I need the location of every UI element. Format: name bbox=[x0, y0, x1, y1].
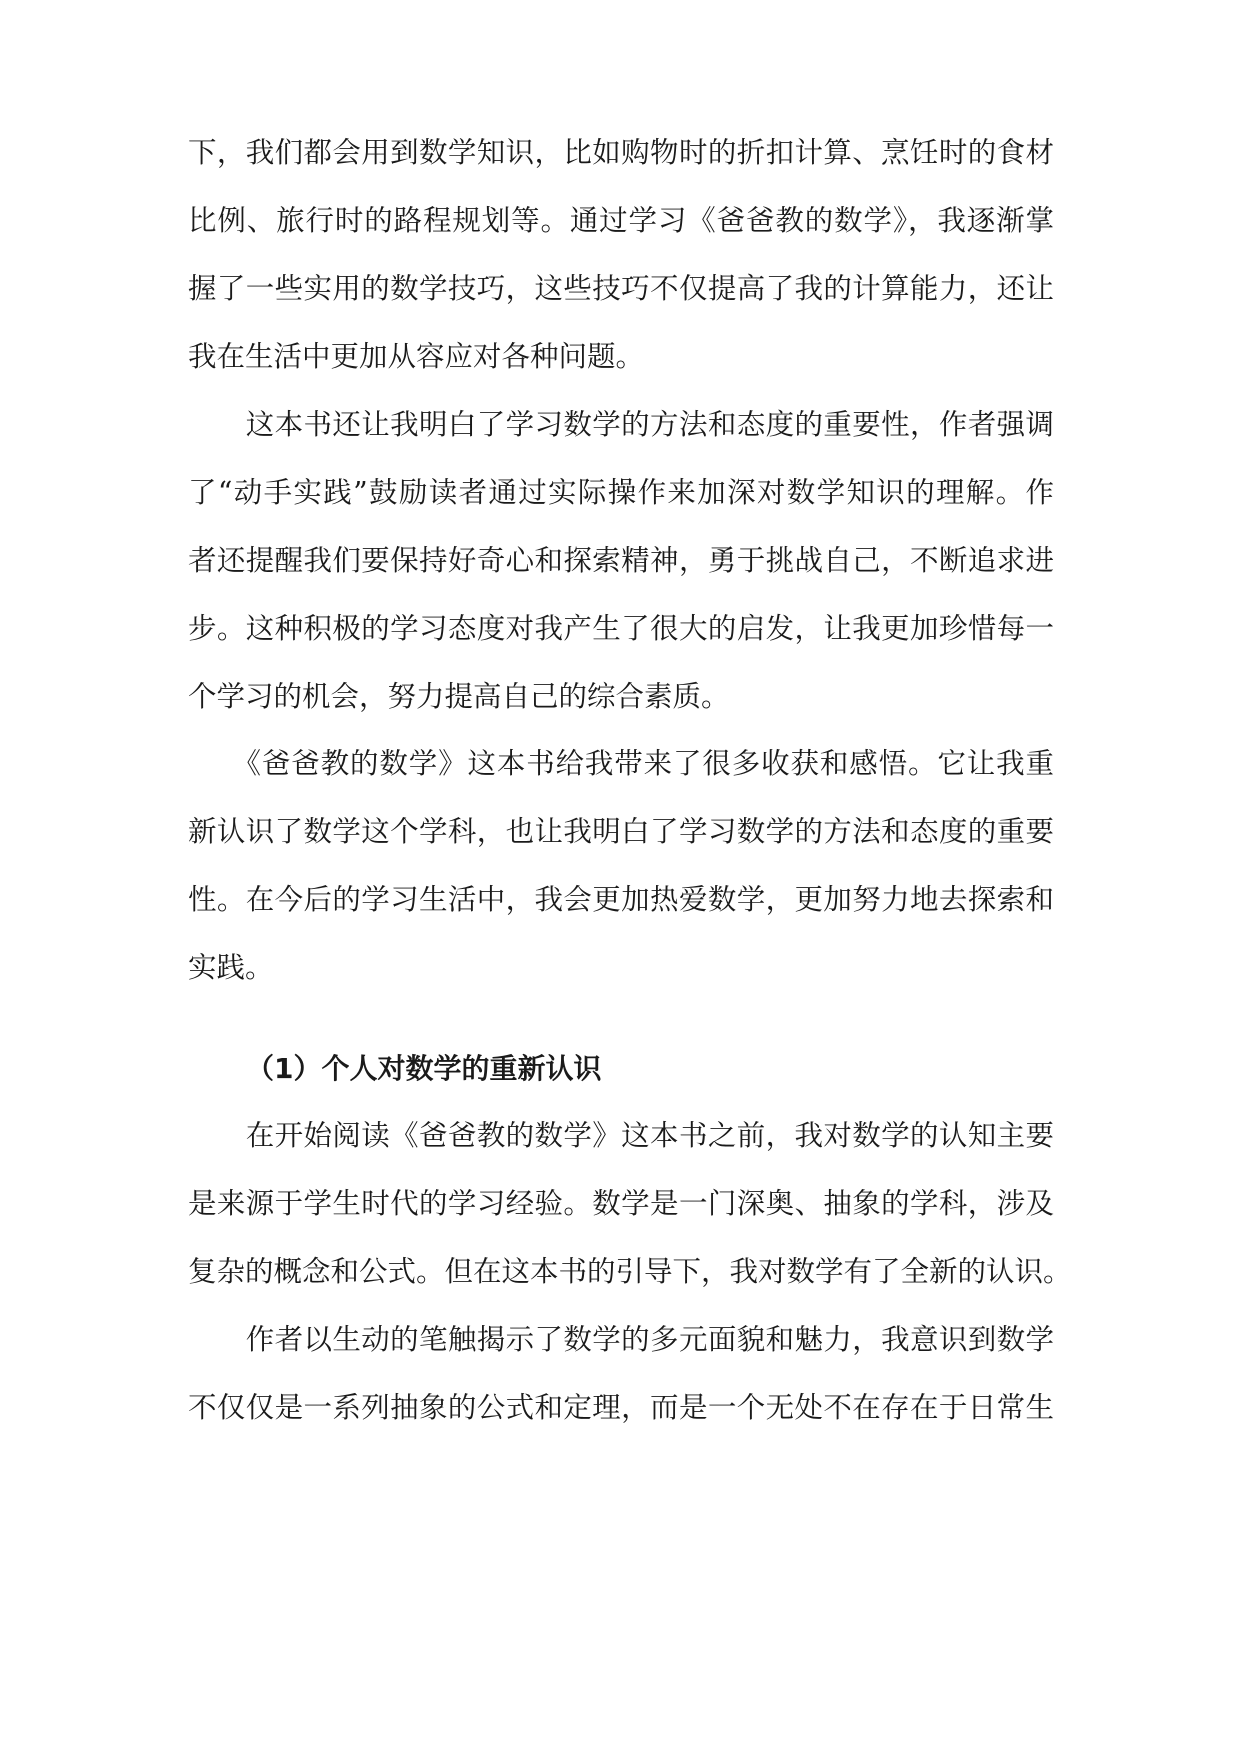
text-line: 是来源于学生时代的学习经验。数学是一门深奥、抽象的学科，涉及 bbox=[188, 1187, 1054, 1220]
text-line: 我在生活中更加从容应对各种问题。 bbox=[188, 340, 645, 373]
text-line: 作者以生动的笔触揭示了数学的多元面貌和魅力，我意识到数学 bbox=[188, 1323, 1054, 1356]
text-line: 在开始阅读《爸爸教的数学》这本书之前，我对数学的认知主要 bbox=[188, 1119, 1054, 1152]
text-line: 者还提醒我们要保持好奇心和探索精神，勇于挑战自己，不断追求进 bbox=[188, 544, 1054, 577]
text-line: 《爸爸教的数学》这本书给我带来了很多收获和感悟。它让我重 bbox=[188, 747, 1054, 780]
text-line: 性。在今后的学习生活中，我会更加热爱数学，更加努力地去探索和 bbox=[188, 883, 1054, 916]
text-line: 步。这种积极的学习态度对我产生了很大的启发，让我更加珍惜每一 bbox=[188, 612, 1054, 645]
text-line: 了“动手实践”鼓励读者通过实际操作来加深对数学知识的理解。作 bbox=[188, 476, 1054, 509]
text-line: 下，我们都会用到数学知识，比如购物时的折扣计算、烹饪时的食材 bbox=[188, 136, 1054, 169]
text-line: 不仅仅是一系列抽象的公式和定理，而是一个无处不在存在于日常生 bbox=[188, 1391, 1054, 1424]
section-heading: （1）个人对数学的重新认识 bbox=[246, 1052, 602, 1085]
text-line: 新认识了数学这个学科，也让我明白了学习数学的方法和态度的重要 bbox=[188, 815, 1054, 848]
text-line: 实践。 bbox=[188, 951, 274, 984]
text-line: 握了一些实用的数学技巧，这些技巧不仅提高了我的计算能力，还让 bbox=[188, 272, 1054, 305]
text-line: 这本书还让我明白了学习数学的方法和态度的重要性，作者强调 bbox=[188, 408, 1054, 441]
text-line: 复杂的概念和公式。但在这本书的引导下，我对数学有了全新的认识。 bbox=[188, 1255, 1072, 1288]
text-line: 个学习的机会，努力提高自己的综合素质。 bbox=[188, 680, 730, 713]
text-line: 比例、旅行时的路程规划等。通过学习《爸爸教的数学》，我逐渐掌 bbox=[188, 204, 1054, 237]
